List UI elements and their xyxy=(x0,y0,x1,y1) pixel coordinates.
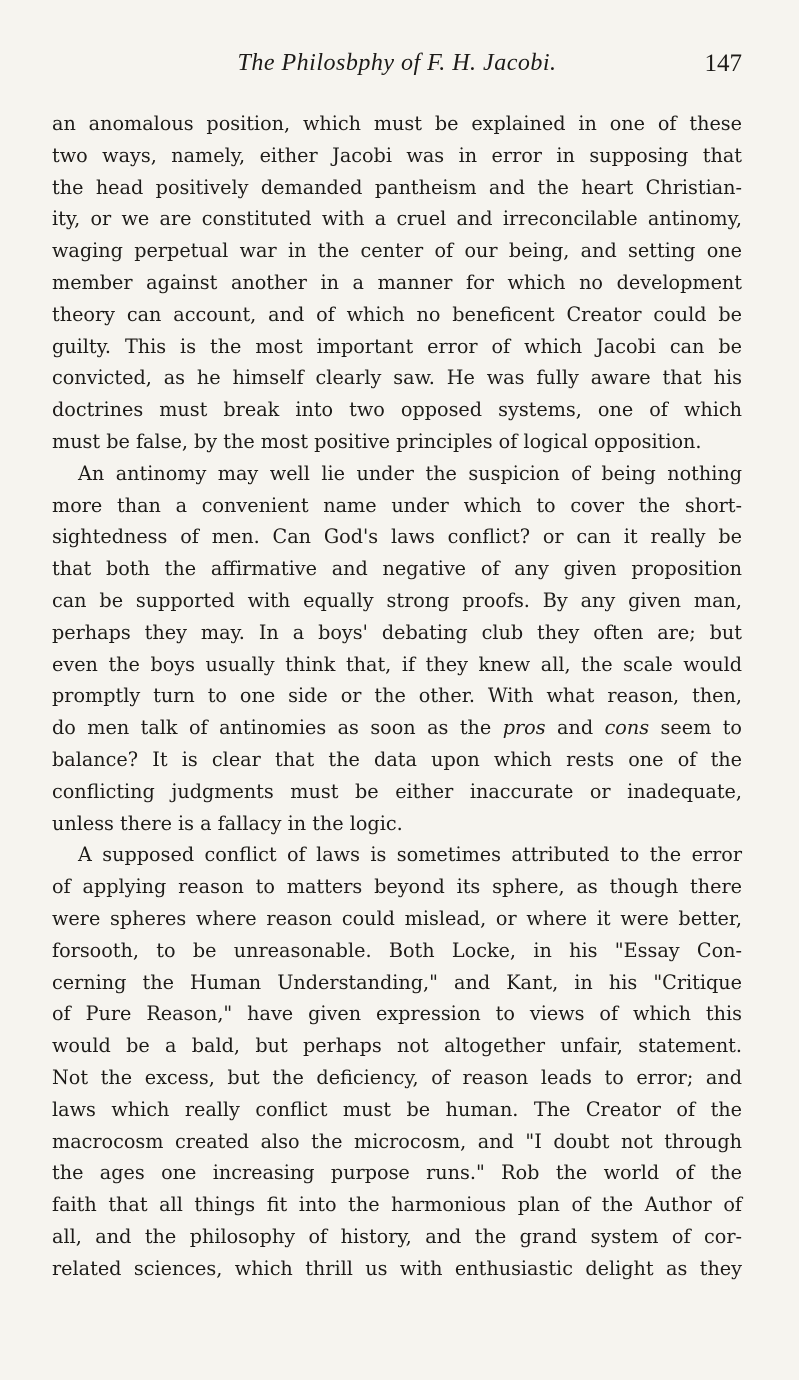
italic-word: pros xyxy=(502,716,546,740)
text-line: forsooth, to be unreasonable. Both Locke, in his "Essay Con- xyxy=(52,938,742,962)
text-line: the head positively demanded pantheism and the heart Christian- xyxy=(52,175,742,199)
text-line: convicted, as he himself clearly saw. He was fully aware that his xyxy=(52,366,742,390)
text-line: an anomalous position, which must be explained in one of these xyxy=(52,112,742,135)
text-line: two ways, namely, either Jacobi was in error in supposing that xyxy=(52,143,742,167)
text-line: An antinomy may well lie under the suspicion of being nothing xyxy=(78,461,742,485)
text-line: ity, or we are constituted with a cruel and irreconcilable antinomy, xyxy=(52,207,742,231)
text-line: were spheres where reason could mislead, or where it were better, xyxy=(52,906,742,930)
text-line: promptly turn to one side or the other. With what reason, then, xyxy=(52,684,742,708)
text-line: of applying reason to matters beyond its sphere, as though there xyxy=(52,875,742,899)
italic-word: cons xyxy=(604,716,650,740)
text-line: would be a bald, but perhaps not altogether unfair, statement. xyxy=(52,1034,742,1058)
text-line: sightedness of men. Can God's laws conflict? or can it really be xyxy=(52,525,742,549)
text-line: that both the affirmative and negative of any given proposition xyxy=(52,557,742,581)
text-line: cerning the Human Understanding," and Kant, in his "Critique xyxy=(52,970,742,994)
text-line: balance? It is clear that the data upon which rests one of the xyxy=(52,747,742,771)
text-line: macrocosm created also the microcosm, and "I doubt not through xyxy=(52,1129,742,1153)
text-line: must be false, by the most positive principles of logical opposition. xyxy=(52,429,702,453)
text-line: A supposed conflict of laws is sometimes attributed to the error xyxy=(78,843,742,867)
text-line: the ages one increasing purpose runs." Rob the world of the xyxy=(52,1161,742,1185)
text-line: Not the excess, but the deficiency, of reason leads to error; and xyxy=(52,1065,742,1089)
page-header xyxy=(52,50,742,86)
text-line: all, and the philosophy of history, and the grand system of cor- xyxy=(52,1224,742,1248)
text-line: of Pure Reason," have given expression to views of which this xyxy=(52,1002,742,1026)
text-line: waging perpetual war in the center of our being, and setting one xyxy=(52,239,742,263)
text-line: guilty. This is the most important error of which Jacobi can be xyxy=(52,334,742,358)
text-line: even the boys usually think that, if they knew all, the scale would xyxy=(52,652,742,676)
text-line: perhaps they may. In a boys' debating club they often are; but xyxy=(52,620,742,644)
line-segment: seem to xyxy=(660,716,742,740)
text-line: unless there is a fallacy in the logic. xyxy=(52,811,403,835)
line-segment: do men talk of antinomies as soon as the xyxy=(52,716,492,740)
text-line: laws which really conflict must be human. The Creator of the xyxy=(52,1097,742,1121)
text-line: doctrines must break into two opposed systems, one of which xyxy=(52,398,742,422)
running-title: The Philosbphy of F. H. Jacobi. xyxy=(237,50,557,76)
text-line: more than a convenient name under which to cover the short- xyxy=(52,493,742,517)
body-text xyxy=(52,108,742,1284)
text-line-mixed xyxy=(52,712,742,744)
page-number: 147 xyxy=(704,50,742,77)
text-line: can be supported with equally strong proofs. By any given man, xyxy=(52,588,742,612)
line-segment: and xyxy=(557,716,594,740)
text-line: theory can account, and of which no beneficent Creator could be xyxy=(52,302,742,326)
text-line: conflicting judgments must be either inaccurate or inadequate, xyxy=(52,779,742,803)
text-line: faith that all things fit into the harmonious plan of the Author of xyxy=(52,1193,742,1217)
text-line: member against another in a manner for which no development xyxy=(52,270,742,294)
text-line: related sciences, which thrill us with enthusiastic delight as they xyxy=(52,1256,742,1280)
